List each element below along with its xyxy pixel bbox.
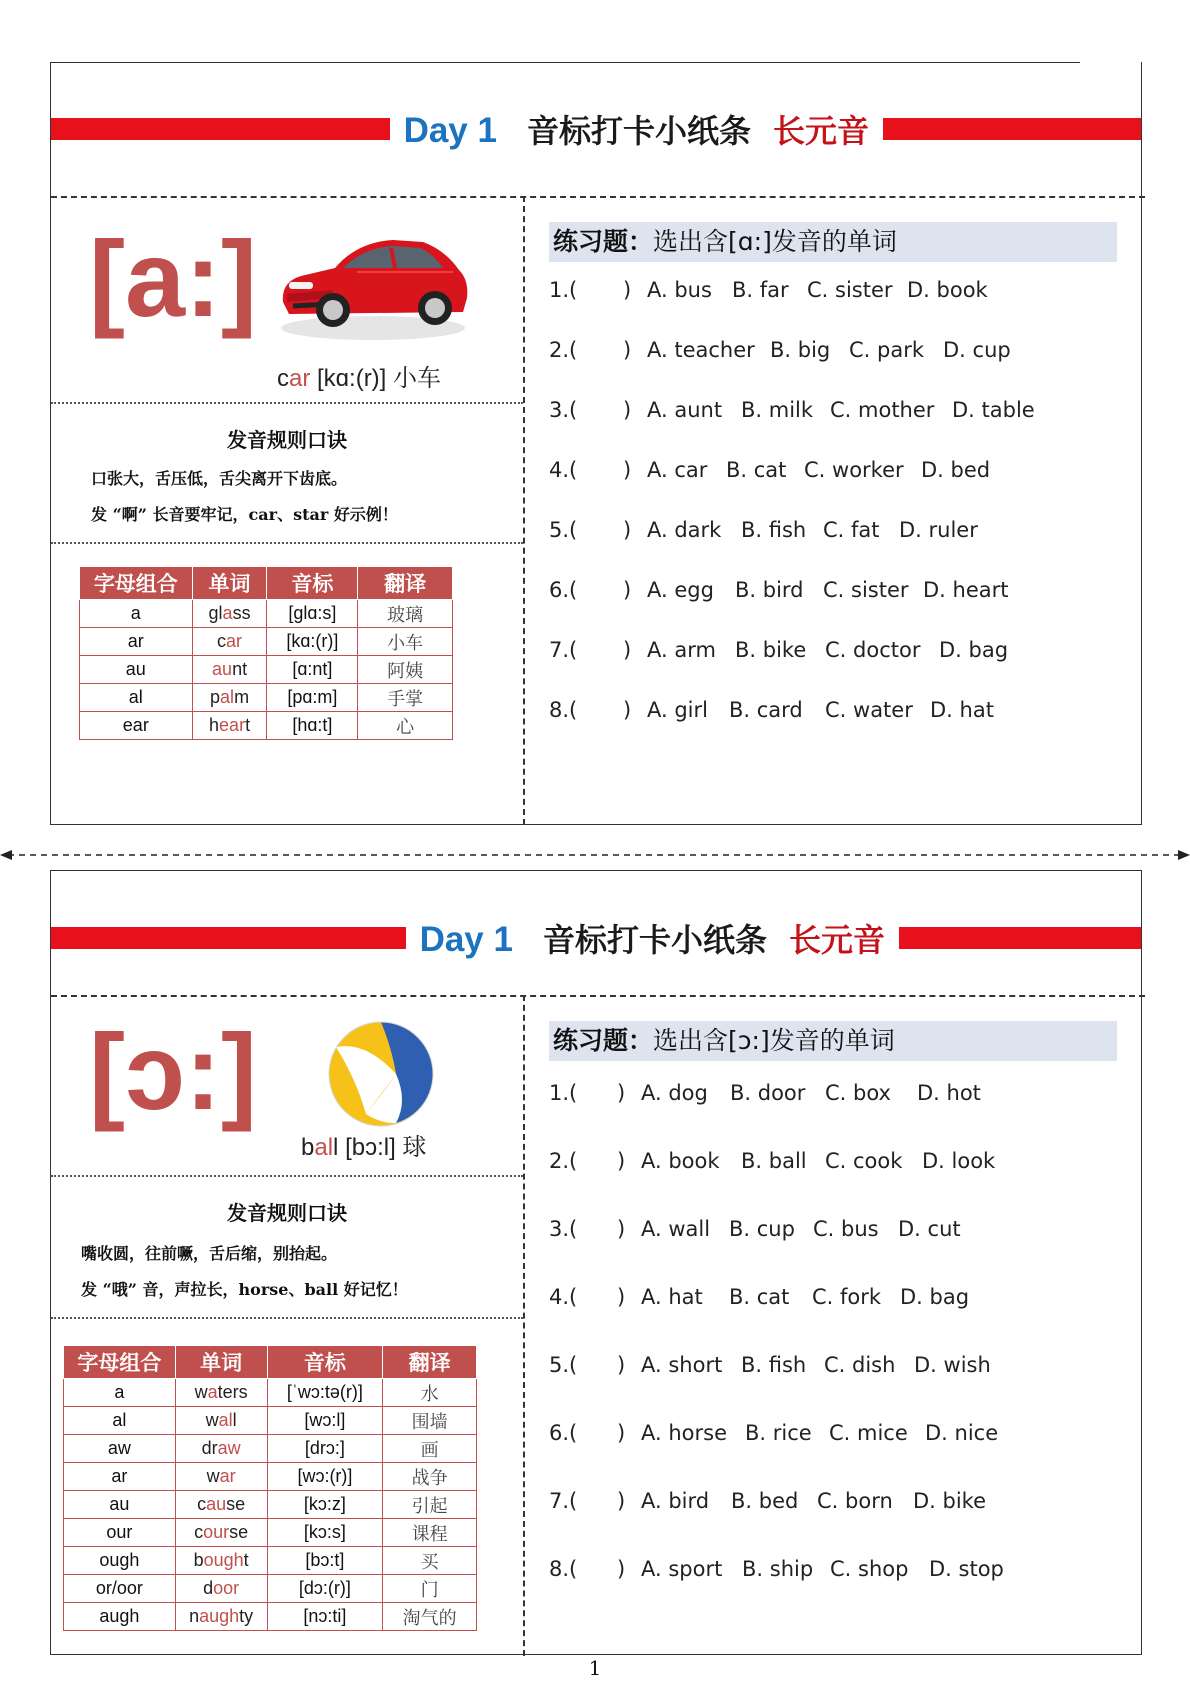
dot-divider — [51, 542, 523, 544]
quiz-instruction-tail: 发音的单词 — [769, 1026, 895, 1055]
cell-ipa: [hɑ:t] — [267, 712, 358, 740]
cell-word: heart — [192, 712, 267, 740]
cell-word: wall — [175, 1407, 267, 1435]
volleyball-image — [326, 1019, 436, 1129]
cell-word: bought — [175, 1547, 267, 1575]
cell-combo: au — [64, 1491, 176, 1519]
cell-ipa: [ˈwɔ:tə(r)] — [267, 1379, 383, 1407]
cell-ipa: [kɑ:(r)] — [267, 628, 358, 656]
title-bar-left — [51, 927, 406, 949]
title-category: 长元音 — [788, 921, 885, 959]
cut-line — [0, 848, 1190, 862]
cell-translation: 淘气的 — [383, 1603, 477, 1631]
title-band — [51, 106, 1141, 152]
header-combo: 字母组合 — [64, 1346, 176, 1379]
dot-divider — [51, 402, 523, 404]
card-a-long: Day 1 音标打卡小纸条 长元音 [a:] car [kɑ:(r)] 小车 发音规则口诀 口张大，舌压低，舌尖离开下齿底。 发 “啊” 长音要牢记，car、star 好示例！ 字母组合 单词 音标 翻译 a glass [glɑ:s] 玻璃 ar car [kɑ:(r)] 小车 au aunt [ɑ:nt] 阿姨 al palm [pɑ:m] 手掌 ear heart [hɑ:t] 心 练习题：选出含[ɑ:]发音的单词 1.( ) A. bus B. far C. sister D. book 2.( ) A. teacher B. big C. park D. cup 3.( ) A. aunt B. milk C. mother D. table 4.( ) A. car B. cat C. worker D. bed 5.( ) A. dark B. fish C. fat D. ruler 6.( ) A. egg B. bird C. sister D. heart 7.( ) A. arm B. bike C. doctor D. bag 8.( ) A. girl B. card C. water D. hat — [50, 62, 1142, 825]
table-header-row — [64, 1346, 477, 1379]
cell-ipa: [glɑ:s] — [267, 600, 358, 628]
cell-translation: 战争 — [383, 1463, 477, 1491]
table-row — [80, 600, 453, 628]
quiz-ipa: [ɑ:] — [728, 227, 772, 256]
cell-ipa: [kɔ:z] — [267, 1491, 383, 1519]
cell-translation: 围墙 — [383, 1407, 477, 1435]
cell-ipa: [bɔ:t] — [267, 1547, 383, 1575]
rule-line-1: 嘴收圆，往前噘，舌后缩，别抬起。 — [81, 1244, 338, 1263]
table-row — [64, 1575, 477, 1603]
spelling-table — [63, 1345, 477, 1631]
cell-translation: 课程 — [383, 1519, 477, 1547]
cell-combo: a — [64, 1379, 176, 1407]
cell-word: aunt — [192, 656, 267, 684]
header-translation: 翻译 — [383, 1346, 477, 1379]
table-row — [64, 1519, 477, 1547]
header-ipa: 音标 — [267, 567, 358, 600]
cell-combo: al — [64, 1407, 176, 1435]
cell-combo: or/oor — [64, 1575, 176, 1603]
cell-word: naughty — [175, 1603, 267, 1631]
header-combo: 字母组合 — [80, 567, 193, 600]
table-row — [64, 1435, 477, 1463]
table-row — [80, 656, 453, 684]
example-word-highlight: al — [314, 1134, 334, 1161]
table-row — [80, 628, 453, 656]
table-row — [64, 1463, 477, 1491]
cell-translation: 阿姨 — [358, 656, 453, 684]
example-word-highlight: ar — [289, 365, 311, 392]
example-word-pre: c — [277, 365, 289, 392]
quiz-title: 练习题： — [553, 1026, 654, 1055]
cell-combo: ar — [80, 628, 193, 656]
cell-word: draw — [175, 1435, 267, 1463]
cell-word: glass — [192, 600, 267, 628]
cell-ipa: [wɔ:l] — [267, 1407, 383, 1435]
cell-combo: augh — [64, 1603, 176, 1631]
cell-word: palm — [192, 684, 267, 712]
title-bar-right — [883, 118, 1141, 140]
header-word: 单词 — [175, 1346, 267, 1379]
rule-line-2: 发 “哦” 音，声拉长，horse、ball 好记忆！ — [81, 1280, 408, 1299]
card-o-long: Day 1 音标打卡小纸条 长元音 [ɔ:] ball [bɔ:l] 球 发音规则口诀 嘴收圆，往前噘，舌后缩，别抬起。 发 “哦” 音，声拉长，horse、ball 好记忆！ 字母组合 单词 音标 翻译 a waters [ˈwɔ:tə(r)] 水 al wall [wɔ:l] 围墙 aw draw [drɔ:] 画 ar war [wɔ:(r)] 战争 au cause [kɔ:z] 引起 our course [kɔ:s] 课程 ough bought [bɔ:t] 买 or/oor door [dɔ:(r)] 门 augh naughty [nɔ:ti] 淘气的 练习题：选出含[ɔ:]发音的单词 1.( ) A. dog B. door C. box D. hot 2.( ) A. book B. ball C. cook D. look 3.( ) A. wall B. cup C. bus D. cut 4.( ) A. hat B. cat C. fork D. bag 5.( ) A. short B. fish C. dish D. wish 6.( ) A. horse B. rice C. mice D. nice 7.( ) A. bird B. bed C. born D. bike 8.( ) A. sport B. ship C. shop D. stop — [50, 870, 1142, 1655]
table-row — [64, 1547, 477, 1575]
table-row — [64, 1603, 477, 1631]
example-ipa: [bɔ:l] — [345, 1134, 396, 1161]
cell-ipa: [wɔ:(r)] — [267, 1463, 383, 1491]
table-row — [80, 712, 453, 740]
title-day: Day 1 — [403, 111, 497, 150]
cell-combo: ar — [64, 1463, 176, 1491]
phonetic-symbol: [a:] — [89, 218, 257, 339]
quiz-heading — [549, 222, 1117, 262]
cell-translation: 门 — [383, 1575, 477, 1603]
cell-translation: 买 — [383, 1547, 477, 1575]
cell-combo: our — [64, 1519, 176, 1547]
cell-combo: aw — [64, 1435, 176, 1463]
table-row — [64, 1379, 477, 1407]
header-translation: 翻译 — [358, 567, 453, 600]
phonetic-symbol: [ɔ:] — [89, 1011, 257, 1132]
cell-combo: ough — [64, 1547, 176, 1575]
title-bar-left — [51, 118, 390, 140]
cell-translation: 玻璃 — [358, 600, 453, 628]
dash-column-divider — [523, 995, 525, 1656]
rule-title: 发音规则口诀 — [227, 428, 347, 452]
example-translation: 球 — [402, 1133, 427, 1161]
card-title — [406, 915, 899, 961]
rule-title: 发音规则口诀 — [227, 1201, 347, 1225]
card-title — [390, 106, 883, 152]
red-car-image — [273, 210, 473, 350]
header-word: 单词 — [192, 567, 267, 600]
title-day: Day 1 — [419, 920, 513, 959]
quiz-instruction: 选出含 — [653, 227, 729, 256]
dash-divider — [51, 196, 1145, 198]
title-main: 音标打卡小纸条 — [542, 921, 767, 959]
cell-ipa: [drɔ:] — [267, 1435, 383, 1463]
quiz-heading — [549, 1021, 1117, 1061]
cell-translation: 水 — [383, 1379, 477, 1407]
quiz-title: 练习题： — [553, 227, 654, 256]
cell-translation: 手掌 — [358, 684, 453, 712]
rule-line-2: 发 “啊” 长音要牢记，car、star 好示例！ — [91, 505, 398, 524]
page-number: 1 — [588, 1656, 602, 1680]
cell-word: door — [175, 1575, 267, 1603]
cell-translation: 引起 — [383, 1491, 477, 1519]
cell-ipa: [ɑ:nt] — [267, 656, 358, 684]
table-row — [64, 1407, 477, 1435]
cell-word: car — [192, 628, 267, 656]
cell-translation: 小车 — [358, 628, 453, 656]
table-row — [80, 684, 453, 712]
cell-translation: 心 — [358, 712, 453, 740]
dot-divider — [51, 1175, 523, 1177]
table-header-row — [80, 567, 453, 600]
title-main: 音标打卡小纸条 — [526, 112, 751, 150]
cell-translation: 画 — [383, 1435, 477, 1463]
cell-ipa: [nɔ:ti] — [267, 1603, 383, 1631]
table-row — [64, 1491, 477, 1519]
title-bar-right — [899, 927, 1141, 949]
quiz-instruction: 选出含 — [653, 1026, 729, 1055]
cell-word: course — [175, 1519, 267, 1547]
cell-ipa: [pɑ:m] — [267, 684, 358, 712]
cell-combo: ear — [80, 712, 193, 740]
quiz-instruction-tail: 发音的单词 — [771, 227, 897, 256]
cell-word: war — [175, 1463, 267, 1491]
cell-combo: al — [80, 684, 193, 712]
title-category: 长元音 — [772, 112, 869, 150]
example-word-post: l — [333, 1134, 339, 1161]
example-word — [301, 1127, 426, 1162]
quiz-ipa: [ɔ:] — [728, 1026, 770, 1055]
example-word-pre: b — [301, 1134, 315, 1161]
spelling-table — [79, 566, 453, 740]
dash-divider — [51, 995, 1145, 997]
title-band — [51, 915, 1141, 961]
cell-combo: a — [80, 600, 193, 628]
cell-word: cause — [175, 1491, 267, 1519]
example-word — [277, 358, 441, 393]
dash-column-divider — [523, 196, 525, 825]
cell-ipa: [dɔ:(r)] — [267, 1575, 383, 1603]
example-ipa: [kɑ:(r)] — [317, 365, 387, 392]
cell-ipa: [kɔ:s] — [267, 1519, 383, 1547]
header-ipa: 音标 — [267, 1346, 383, 1379]
example-translation: 小车 — [393, 364, 442, 392]
cell-word: waters — [175, 1379, 267, 1407]
rule-line-1: 口张大，舌压低，舌尖离开下齿底。 — [91, 469, 348, 488]
cell-combo: au — [80, 656, 193, 684]
dot-divider — [51, 1317, 523, 1319]
